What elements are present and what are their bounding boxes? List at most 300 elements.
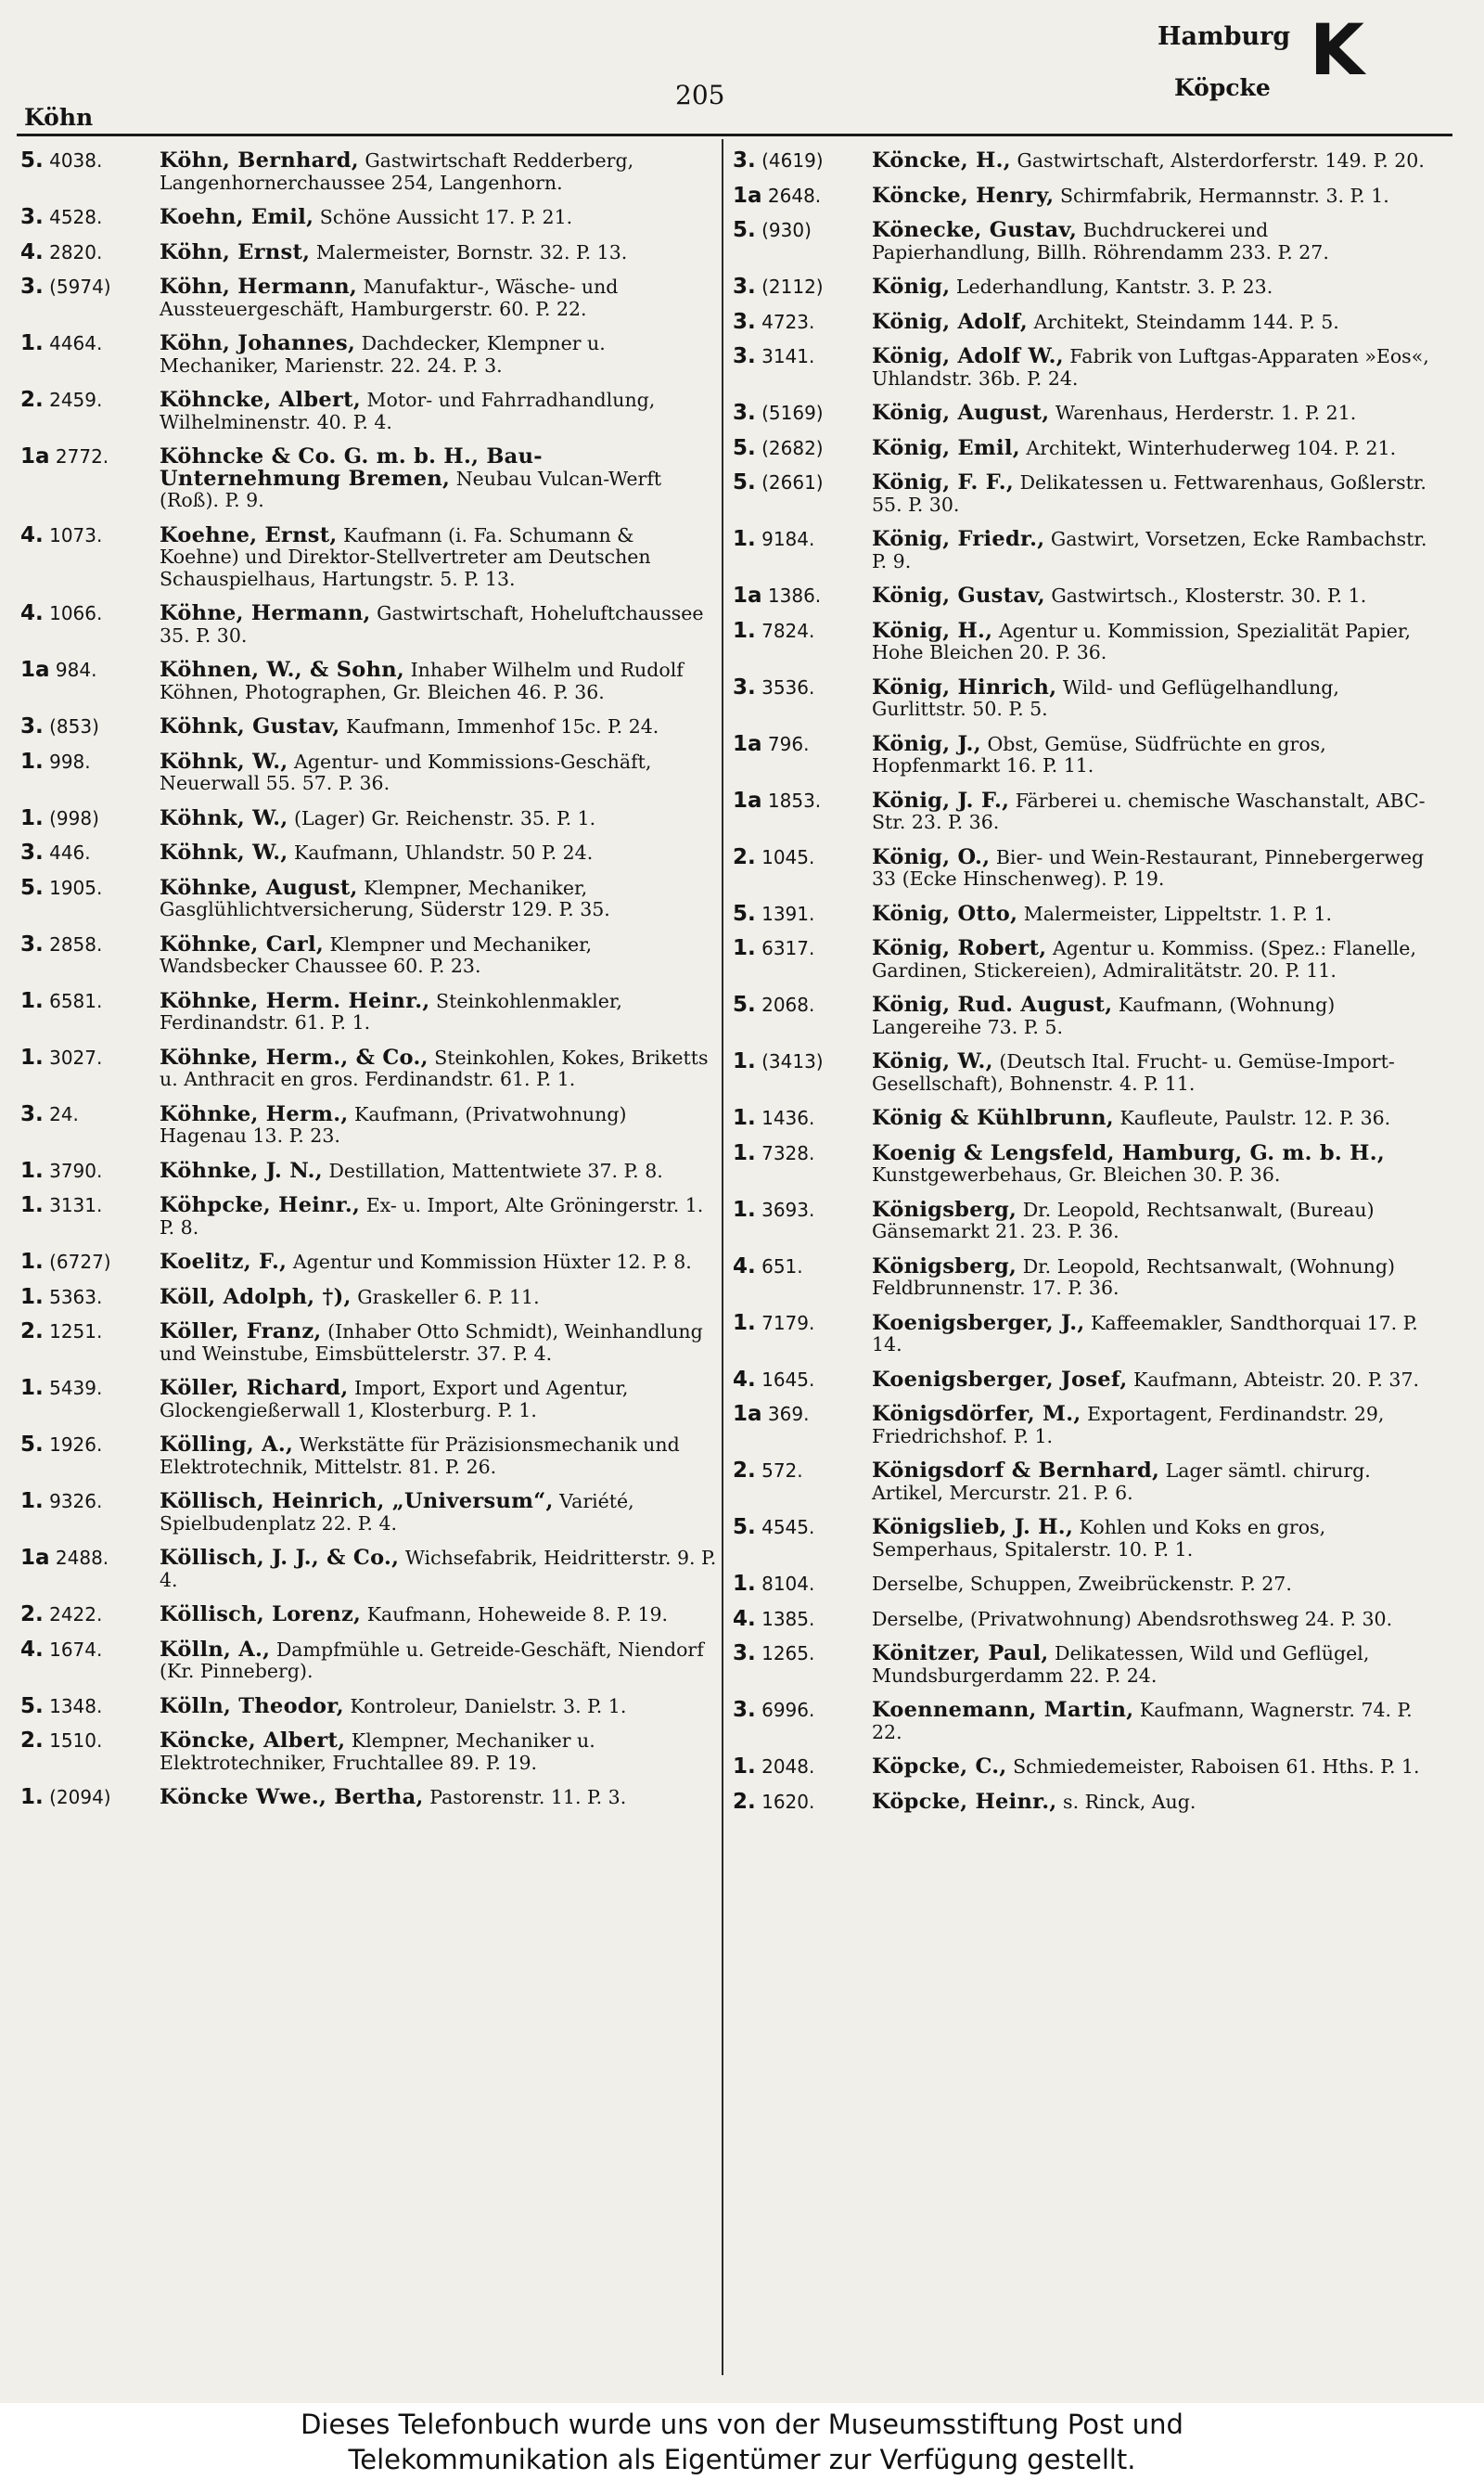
- column-divider: [722, 139, 723, 2375]
- line-number: 3027.: [49, 1046, 103, 1069]
- directory-entry: [20, 805, 718, 830]
- directory-entry: [733, 1517, 1430, 1561]
- subscriber-details: Kohlen und Koks en gros, Semperhaus, Spitalerstr. 10. P. 1.: [872, 1516, 1326, 1561]
- subscriber-details: Klempner und Mechaniker, Wandsbecker Chaussee 60. P. 23.: [160, 932, 593, 977]
- line-number: 1391.: [761, 902, 815, 925]
- directory-entry: [20, 1101, 718, 1148]
- subscriber-name: Koehne, Ernst,: [160, 522, 338, 547]
- phone-number: [733, 1606, 870, 1631]
- directory-entry: [733, 1253, 1430, 1300]
- directory-entry: [733, 1789, 1430, 1814]
- line-number: (4619): [761, 149, 824, 172]
- phone-number: [733, 901, 870, 926]
- subscriber-details: (Lager) Gr. Reichenstr. 35. P. 1.: [294, 806, 596, 829]
- footer-line-1: Dieses Telefonbuch wurde uns von der Museumsstiftung Post und: [301, 2409, 1183, 2440]
- exchange-code: 1.: [20, 988, 44, 1013]
- exchange-code: 1a: [733, 584, 762, 608]
- exchange-code: 3.: [733, 275, 756, 299]
- subscriber-name: Köll, Adolph, †),: [160, 1284, 352, 1309]
- exchange-code: 1.: [20, 1785, 44, 1809]
- phone-number: [20, 1252, 158, 1274]
- phone-number: [733, 618, 870, 643]
- line-number: 1620.: [761, 1790, 815, 1813]
- subscriber-details: (Inhaber Otto Schmidt), Weinhandlung und Weinstube, Eimsbüttelerstr. 37. P. 4.: [160, 1320, 703, 1365]
- phone-number: [20, 333, 158, 355]
- phone-number: [20, 1321, 158, 1343]
- directory-entry: [733, 938, 1430, 982]
- exchange-code: 1.: [733, 1106, 756, 1130]
- line-number: 6996.: [761, 1699, 815, 1721]
- directory-entry: [20, 1548, 718, 1591]
- subscriber-details: Kaufleute, Paulstr. 12. P. 36.: [1119, 1107, 1391, 1129]
- line-number: 369.: [767, 1403, 810, 1425]
- subscriber-name: Köhnke, Herm.,: [160, 1101, 349, 1126]
- subscriber-details: Dr. Leopold, Rechtsanwalt, (Wohnung) Feldbrunnenstr. 17. P. 36.: [872, 1254, 1395, 1299]
- line-number: 3693.: [761, 1198, 815, 1221]
- directory-entry: [20, 988, 718, 1034]
- phone-number: [733, 472, 870, 495]
- directory-entry: [733, 276, 1430, 299]
- subscriber-details: Gastwirtschaft, Alsterdorferstr. 149. P. 20.: [1017, 149, 1425, 172]
- subscriber-name: Köpcke, C.,: [872, 1754, 1007, 1779]
- directory-entry: [733, 1108, 1430, 1130]
- phone-number: [20, 1787, 158, 1809]
- phone-number: [733, 677, 870, 700]
- exchange-code: 1a: [733, 1402, 762, 1426]
- phone-number: [733, 1310, 870, 1335]
- subscriber-name: Köller, Franz,: [160, 1319, 322, 1343]
- line-number: 1905.: [49, 876, 103, 899]
- phone-number: [733, 1140, 870, 1165]
- exchange-code: 5.: [20, 1433, 44, 1457]
- phone-number: [733, 276, 870, 299]
- subscriber-name: König, Friedr.,: [872, 527, 1045, 551]
- exchange-code: 1a: [20, 658, 50, 682]
- subscriber-details: Gastwirtschaft Redderberg, Langenhornerchaussee 254, Langenhorn.: [160, 149, 634, 194]
- directory-entry: [20, 875, 718, 921]
- subscriber-details: Schirmfabrik, Hermannstr. 3. P. 1.: [1059, 184, 1389, 207]
- subscriber-details: Warenhaus, Herderstr. 1. P. 21.: [1055, 402, 1357, 424]
- subscriber-name: Köhnk, W.,: [160, 749, 288, 774]
- exchange-code: 1.: [20, 1250, 44, 1274]
- subscriber-name: König, Gustav,: [872, 584, 1045, 608]
- subscriber-details: Agentur- und Kommissions-Geschäft, Neuerwall 55. 57. P. 36.: [160, 750, 652, 794]
- exchange-code: 5.: [733, 993, 756, 1017]
- exchange-code: 3.: [20, 932, 44, 957]
- directory-entry: [733, 1460, 1430, 1504]
- directory-entry: [733, 1606, 1430, 1631]
- line-number: (853): [49, 715, 99, 738]
- directory-entry: [20, 1158, 718, 1183]
- subscriber-name: Kölling, A.,: [160, 1433, 294, 1457]
- subscriber-details: Delikatessen, Wild und Geflügel, Mundsburgerdamm 22. P. 24.: [872, 1642, 1370, 1687]
- phone-number: [733, 1517, 870, 1539]
- subscriber-details: Werkstätte für Präzisionsmechanik und Elektrotechnik, Mittelstr. 81. P. 26.: [160, 1433, 680, 1478]
- line-number: 5439.: [49, 1377, 103, 1399]
- exchange-code: 1.: [20, 1158, 44, 1183]
- phone-number: [733, 844, 870, 869]
- line-number: 4545.: [761, 1516, 815, 1538]
- phone-number: [20, 1378, 158, 1400]
- exchange-code: 4.: [733, 1253, 756, 1279]
- exchange-code: 2.: [20, 1319, 44, 1343]
- exchange-code: 1.: [20, 331, 44, 355]
- line-number: 1251.: [49, 1320, 103, 1343]
- subscriber-name: Koelitz, F.,: [160, 1250, 288, 1274]
- subscriber-details: Import, Export und Agentur, Glockengießerwall 1, Klosterburg. P. 1.: [160, 1377, 629, 1421]
- directory-entry: [20, 1787, 718, 1809]
- subscriber-details: Klempner, Mechaniker, Gasglühlichtversicherung, Süderstr 129. P. 35.: [160, 876, 610, 920]
- subscriber-details: Kaufmann (i. Fa. Schumann & Koehne) und Direktor-Stellvertreter am Deutschen Schauspielhaus, Hartungstr. 5. P. 13.: [160, 523, 651, 590]
- subscriber-name: Köhn, Ernst,: [160, 239, 311, 264]
- exchange-code: 4.: [20, 239, 44, 264]
- line-number: 4038.: [49, 149, 103, 172]
- exchange-code: 5.: [733, 901, 756, 926]
- directory-entry: [733, 309, 1430, 334]
- line-number: 2820.: [49, 240, 103, 263]
- phone-number: [20, 934, 158, 957]
- exchange-code: 3.: [20, 714, 44, 739]
- directory-entry: [733, 677, 1430, 721]
- directory-entry: [733, 790, 1430, 834]
- subscriber-name: Köhnke, Herm., & Co.,: [160, 1045, 429, 1070]
- exchange-code: 4.: [20, 522, 44, 547]
- subscriber-details: Wichsefabrik, Heidritterstr. 9. P. 4.: [160, 1547, 717, 1591]
- exchange-code: 1.: [733, 618, 756, 643]
- line-number: 1510.: [49, 1729, 103, 1752]
- subscriber-details: Kunstgewerbehaus, Gr. Bleichen 30. P. 36.: [872, 1163, 1281, 1186]
- subscriber-details: Steinkohlenmakler, Ferdinandstr. 61. P. 1.: [160, 989, 622, 1034]
- line-number: 2068.: [761, 994, 815, 1016]
- phone-number: [20, 1491, 158, 1513]
- exchange-code: 3.: [733, 1641, 756, 1665]
- subscriber-details: Obst, Gemüse, Südfrüchte en gros, Hopfenmarkt 16. P. 11.: [872, 732, 1326, 777]
- subscriber-name: Koennemann, Martin,: [872, 1698, 1134, 1722]
- subscriber-name: König, Rud. August,: [872, 993, 1113, 1017]
- phone-number: [733, 1643, 870, 1665]
- subscriber-details: Derselbe, (Privatwohnung) Abendsrothsweg 24. P. 30.: [872, 1607, 1393, 1630]
- subscriber-details: Derselbe, Schuppen, Zweibrückenstr. P. 27.: [872, 1573, 1292, 1595]
- subscriber-name: Koenig & Lengsfeld, Hamburg, G. m. b. H.,: [872, 1140, 1386, 1165]
- footer-line-2: Telekommunikation als Eigentümer zur Verfügung gestellt.: [348, 2444, 1136, 2475]
- exchange-code: 1.: [733, 1197, 756, 1222]
- subscriber-details: Kaufmann, (Privatwohnung) Hagenau 13. P. 23.: [160, 1102, 627, 1147]
- exchange-code: 1.: [733, 1754, 756, 1779]
- subscriber-details: (Deutsch Ital. Frucht- u. Gemüse-Import-Gesellschaft), Bohnenstr. 4. P. 11.: [872, 1050, 1395, 1095]
- phone-number: [20, 1101, 158, 1126]
- subscriber-name: Köhn, Hermann,: [160, 275, 358, 299]
- subscriber-details: Malermeister, Bornstr. 32. P. 13.: [315, 240, 628, 263]
- exchange-code: 1a: [20, 444, 50, 469]
- phone-number: [20, 1434, 158, 1457]
- subscriber-name: Köncke, Albert,: [160, 1728, 346, 1753]
- right-column: [733, 150, 1430, 1826]
- line-number: 4723.: [761, 310, 815, 333]
- phone-number: [733, 995, 870, 1017]
- directory-entry: [20, 390, 718, 433]
- phone-number: [733, 183, 870, 208]
- exchange-code: 3.: [733, 309, 756, 334]
- directory-entry: [733, 220, 1430, 263]
- subscriber-name: König,: [872, 275, 951, 299]
- directory-entry: [733, 1404, 1430, 1447]
- line-number: (998): [49, 806, 99, 829]
- subscriber-name: König, Adolf,: [872, 309, 1029, 334]
- subscriber-name: König, H.,: [872, 618, 993, 643]
- directory-entry: [20, 1047, 718, 1091]
- phone-number: [733, 938, 870, 960]
- directory-entry: [20, 1252, 718, 1274]
- directory-entry: [20, 1639, 718, 1683]
- subscriber-name: Köhne, Hermann,: [160, 601, 371, 625]
- subscriber-name: Kölln, A.,: [160, 1637, 271, 1662]
- subscriber-details: Kaufmann, Immenhof 15c. P. 24.: [346, 715, 659, 738]
- line-number: 5363.: [49, 1285, 103, 1308]
- exchange-code: 1.: [20, 1045, 44, 1070]
- subscriber-details: Dr. Leopold, Rechtsanwalt, (Bureau) Gänsemarkt 21. 23. P. 36.: [872, 1198, 1375, 1242]
- line-number: (2682): [761, 436, 824, 459]
- line-number: 446.: [49, 842, 91, 864]
- phone-number: [20, 239, 158, 264]
- line-number: 1386.: [767, 585, 822, 607]
- subscriber-details: Variété, Spielbudenplatz 22. P. 4.: [160, 1490, 634, 1535]
- phone-number: [20, 716, 158, 739]
- subscriber-name: König, F. F.,: [872, 470, 1015, 495]
- subscriber-details: Dampfmühle u. Getreide-Geschäft, Niendorf (Kr. Pinneberg).: [160, 1638, 704, 1682]
- line-number: (2112): [761, 276, 824, 298]
- phone-number: [20, 842, 158, 865]
- phone-number: [733, 1574, 870, 1596]
- subscriber-name: König, O.,: [872, 844, 991, 869]
- line-number: 2459.: [49, 389, 103, 411]
- phone-number: [20, 276, 158, 299]
- subscriber-details: Kaufmann, Wagnerstr. 74. P. 22.: [872, 1699, 1413, 1743]
- directory-entry: [733, 1700, 1430, 1743]
- exchange-code: 1a: [20, 1546, 50, 1570]
- subscriber-name: König, Robert,: [872, 936, 1047, 960]
- phone-number: [20, 522, 158, 547]
- exchange-code: 5.: [733, 470, 756, 495]
- directory-entry: [20, 1434, 718, 1478]
- subscriber-details: Architekt, Steindamm 144. P. 5.: [1033, 310, 1339, 333]
- subscriber-details: Gastwirtschaft, Hoheluftchaussee 35. P. 30.: [160, 602, 704, 647]
- directory-entry: [20, 522, 718, 591]
- subscriber-name: Königsberg,: [872, 1197, 1017, 1222]
- line-number: 1045.: [761, 845, 815, 868]
- subscriber-details: Buchdruckerei und Papierhandlung, Billh. Röhrendamm 233. P. 27.: [872, 219, 1329, 263]
- phone-number: [733, 1108, 870, 1130]
- subscriber-details: Kaufmann, Hoheweide 8. P. 19.: [366, 1603, 669, 1625]
- phone-number: [733, 1197, 870, 1222]
- subscriber-name: Kölln, Theodor,: [160, 1693, 344, 1718]
- directory-entry: [733, 150, 1430, 173]
- subscriber-details: Malermeister, Lippeltstr. 1. P. 1.: [1023, 902, 1333, 925]
- phone-number: [733, 220, 870, 242]
- subscriber-name: Köpcke, Heinr.,: [872, 1789, 1057, 1814]
- line-number: 2648.: [767, 184, 822, 207]
- subscriber-details: Agentur u. Kommission, Spezialität Papier, Hohe Bleichen 20. P. 36.: [872, 619, 1411, 663]
- exchange-code: 1.: [733, 1140, 756, 1165]
- phone-number: [20, 875, 158, 900]
- line-number: 9184.: [761, 528, 815, 550]
- phone-number: [20, 1195, 158, 1217]
- subscriber-name: König, J. F.,: [872, 788, 1010, 813]
- exchange-code: 3.: [733, 1698, 756, 1722]
- exchange-code: 5.: [733, 218, 756, 242]
- directory-entry: [20, 150, 718, 194]
- subscriber-details: Lederhandlung, Kantstr. 3. P. 23.: [955, 276, 1273, 298]
- directory-entry: [20, 276, 718, 320]
- phone-number: [733, 1789, 870, 1814]
- subscriber-name: König, Adolf W.,: [872, 344, 1064, 368]
- line-number: 3131.: [49, 1194, 103, 1216]
- subscriber-details: Kaufmann, (Wohnung) Langereihe 73. P. 5.: [872, 994, 1336, 1038]
- phone-number: [20, 660, 158, 682]
- exchange-code: 4.: [20, 1637, 44, 1662]
- exchange-code: 1a: [733, 183, 762, 208]
- phone-number: [20, 1548, 158, 1570]
- phone-number: [20, 1604, 158, 1626]
- directory-entry: [733, 346, 1430, 390]
- line-number: 998.: [49, 750, 91, 773]
- subscriber-name: Königsberg,: [872, 1253, 1017, 1279]
- line-number: 1348.: [49, 1694, 103, 1717]
- line-number: 6317.: [761, 937, 815, 959]
- exchange-code: 4.: [20, 601, 44, 625]
- line-number: 2048.: [761, 1755, 815, 1778]
- exchange-code: 1.: [20, 1193, 44, 1217]
- subscriber-details: Schöne Aussicht 17. P. 21.: [319, 206, 573, 228]
- directory-entry: [733, 472, 1430, 516]
- exchange-code: 5.: [733, 435, 756, 460]
- directory-entry: [20, 1693, 718, 1718]
- subscriber-name: Köller, Richard,: [160, 1376, 349, 1400]
- phone-number: [733, 346, 870, 368]
- phone-number: [20, 749, 158, 774]
- exchange-code: 3.: [733, 148, 756, 173]
- subscriber-name: Köhpcke, Heinr.,: [160, 1193, 361, 1217]
- subscriber-name: Köhn, Bernhard,: [160, 148, 359, 173]
- subscriber-details: Schmiedemeister, Raboisen 61. Hths. P. 1.: [1013, 1755, 1420, 1778]
- line-number: 7824.: [761, 619, 815, 642]
- subscriber-name: Könecke, Gustav,: [872, 218, 1078, 242]
- page-number: 205: [675, 80, 725, 110]
- line-number: 1073.: [49, 523, 103, 546]
- subscriber-name: König & Kühlbrunn,: [872, 1106, 1114, 1130]
- subscriber-details: Pastorenstr. 11. P. 3.: [429, 1786, 627, 1808]
- subscriber-name: König, J.,: [872, 731, 981, 756]
- exchange-code: 1a: [733, 788, 762, 813]
- directory-entry: [733, 435, 1430, 460]
- exchange-code: 4.: [733, 1606, 756, 1631]
- exchange-code: 1.: [20, 1284, 44, 1309]
- subscriber-details: Inhaber Wilhelm und Rudolf Köhnen, Photographen, Gr. Bleichen 46. P. 36.: [160, 659, 684, 703]
- directory-entry: [20, 603, 718, 647]
- phone-number: [733, 529, 870, 551]
- subscriber-details: Ex- u. Import, Alte Gröningerstr. 1. P. 8.: [160, 1194, 704, 1239]
- directory-entry: [20, 207, 718, 229]
- line-number: (3413): [761, 1050, 824, 1073]
- subscriber-name: König, W.,: [872, 1049, 993, 1073]
- phone-number: [20, 390, 158, 412]
- line-number: 1674.: [49, 1638, 103, 1661]
- directory-entry: [20, 716, 718, 739]
- subscriber-name: Koehn, Emil,: [160, 205, 314, 229]
- line-number: 651.: [761, 1254, 803, 1278]
- line-number: (930): [761, 219, 812, 241]
- exchange-code: 1.: [20, 1489, 44, 1513]
- subscriber-details: Kaufmann, Uhlandstr. 50 P. 24.: [294, 842, 594, 864]
- directory-entry: [733, 1197, 1430, 1243]
- directory-entry: [733, 1140, 1430, 1187]
- exchange-code: 3.: [20, 1101, 44, 1126]
- subscriber-name: Köhncke & Co. G. m. b. H., Bau-Unternehmung Bremen,: [160, 444, 543, 491]
- line-number: 1926.: [49, 1433, 103, 1456]
- subscriber-details: Delikatessen u. Fettwarenhaus, Goßlerstr. 55. P. 30.: [872, 471, 1426, 516]
- phone-number: [20, 207, 158, 229]
- directory-entry: [733, 1574, 1430, 1596]
- phone-number: [733, 150, 870, 173]
- phone-number: [733, 403, 870, 425]
- directory-entry: [733, 731, 1430, 777]
- line-number: 1265.: [761, 1642, 815, 1664]
- directory-entry: [733, 1310, 1430, 1356]
- phone-number: [20, 1730, 158, 1753]
- exchange-code: 2.: [20, 1728, 44, 1753]
- exchange-code: 1.: [20, 1376, 44, 1400]
- line-number: 2488.: [55, 1547, 109, 1569]
- subscriber-details: Destillation, Mattentwiete 37. P. 8.: [328, 1159, 663, 1182]
- directory-entry: [733, 585, 1430, 608]
- exchange-code: 2.: [20, 388, 44, 412]
- subscriber-name: Köncke, Henry,: [872, 183, 1055, 208]
- phone-number: [733, 1404, 870, 1426]
- directory-entry: [733, 529, 1430, 572]
- subscriber-name: Koenigsberger, Josef,: [872, 1367, 1128, 1392]
- subscriber-details: Kontroleur, Danielstr. 3. P. 1.: [350, 1694, 627, 1717]
- line-number: 1066.: [49, 602, 103, 624]
- subscriber-name: Köllisch, Lorenz,: [160, 1602, 362, 1626]
- subscriber-name: Königslieb, J. H.,: [872, 1515, 1074, 1539]
- subscriber-name: Koenigsberger, J.,: [872, 1310, 1085, 1335]
- subscriber-details: Graskeller 6. P. 11.: [357, 1285, 540, 1308]
- phone-number: [733, 1253, 870, 1279]
- running-head-city: Hamburg: [1158, 22, 1291, 51]
- exchange-code: 4.: [733, 1367, 756, 1392]
- subscriber-name: Köhnke, August,: [160, 875, 358, 900]
- line-number: 984.: [55, 659, 97, 681]
- section-letter: K: [1310, 8, 1364, 91]
- phone-number: [20, 1158, 158, 1183]
- subscriber-details: Steinkohlen, Kokes, Briketts u. Anthracit en gros. Ferdinandstr. 61. P. 1.: [160, 1046, 709, 1090]
- phone-number: [20, 446, 158, 469]
- subscriber-name: Köhnk, Gustav,: [160, 714, 340, 739]
- subscriber-details: Färberei u. chemische Waschanstalt, ABC-Str. 23. P. 36.: [872, 789, 1426, 833]
- directory-entry: [733, 844, 1430, 891]
- subscriber-details: Fabrik von Luftgas-Apparaten »Eos«, Uhlandstr. 36b. P. 24.: [872, 345, 1429, 390]
- line-number: (2661): [761, 471, 824, 494]
- exchange-code: 5.: [20, 1693, 44, 1718]
- running-head-right: Köpcke: [1174, 74, 1271, 101]
- directory-entry: [733, 1369, 1430, 1392]
- directory-entry: [20, 1491, 718, 1535]
- directory-entry: [20, 446, 718, 512]
- line-number: 1436.: [761, 1107, 815, 1129]
- exchange-code: 3.: [733, 344, 756, 368]
- subscriber-details: Klempner, Mechaniker u. Elektrotechniker, Fruchtallee 89. P. 19.: [160, 1729, 595, 1774]
- phone-number: [20, 805, 158, 830]
- line-number: (6727): [49, 1251, 111, 1273]
